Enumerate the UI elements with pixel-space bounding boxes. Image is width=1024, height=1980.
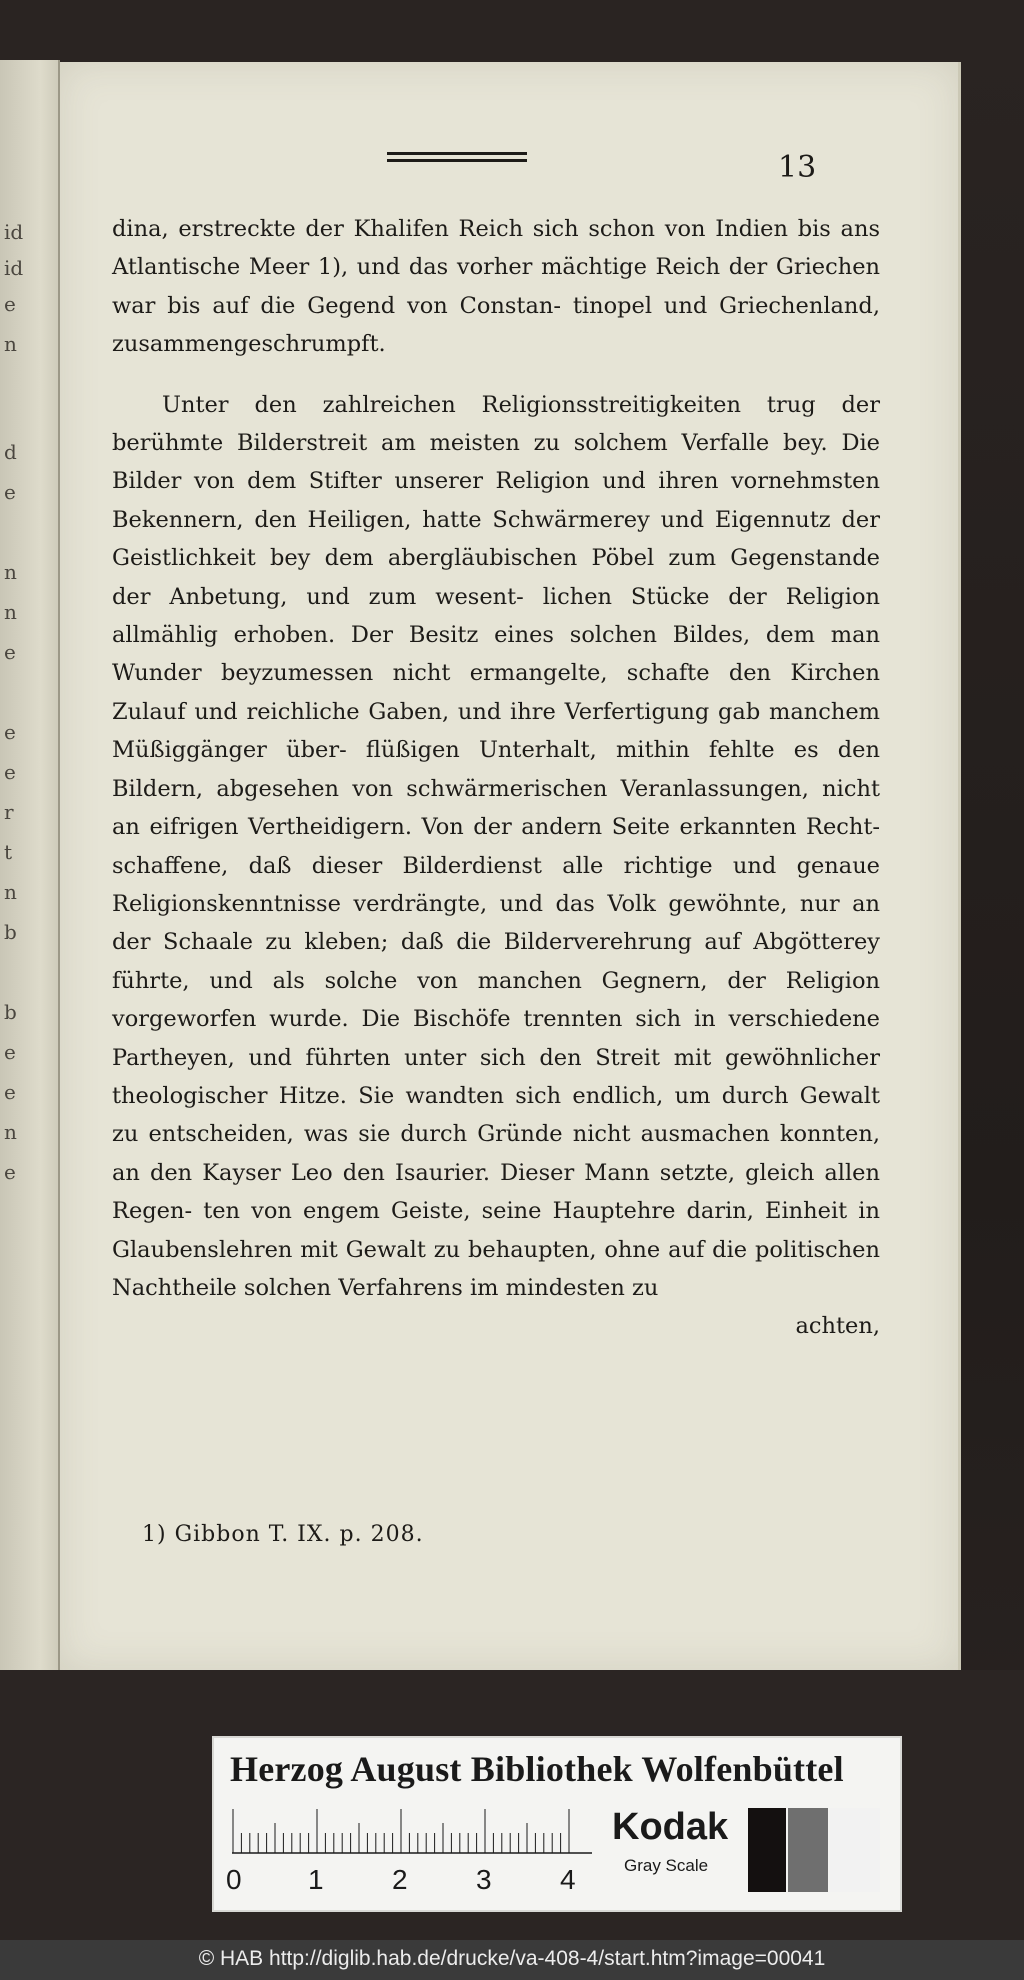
text-line: sich endlich, um durch Gewalt zu entscheiden, was sie <box>112 1082 881 1148</box>
text-line: sich in verschiedene Partheyen, und führten unter sich den <box>112 1006 880 1071</box>
book-page <box>60 62 961 1670</box>
text-line: Pöbel zum Gegenstande der Anbetung, und zum wesent- <box>112 545 880 610</box>
text-line: nur an der Schaale zu kleben; daß die Bilderverehrung auf <box>112 890 880 956</box>
text-line: der Religion vorgeworfen wurde. Die Bischöfe trennten <box>112 967 880 1033</box>
main-paragraph <box>112 386 880 1308</box>
caption-bar <box>0 1940 1024 1980</box>
body-text <box>112 210 880 1346</box>
ruler-number: 2 <box>392 1864 408 1895</box>
ruler-number: 0 <box>226 1864 242 1895</box>
text-line: Glaubenslehren mit Gewalt zu behaupten, ohne auf die <box>112 1236 755 1263</box>
gray-scale-label: Gray Scale <box>624 1856 709 1875</box>
text-line: Die Bilder von dem Stifter unserer Religion und ihren <box>112 430 880 495</box>
text-line: flüßigen Unterhalt, mithin fehlte es den Bildern, abgesehen <box>112 737 880 802</box>
text-line: und Eigennutz der Geistlichkeit bey dem abergläubischen <box>112 506 880 572</box>
text-line: und ihre Verfertigung gab manchem Müßiggänger über- <box>112 698 880 764</box>
color-target-card <box>212 1736 902 1912</box>
text-line: Streit mit gewöhnlicher theologischer Hitze. Sie wandten <box>112 1044 880 1109</box>
text-line: bis ans Atlantische Meer 1), und das vorher mächtige <box>112 216 880 281</box>
copyright-caption: © HAB http://diglib.hab.de/drucke/va-408-4/start.htm?image=00041 <box>198 1947 826 1970</box>
text-line: Vertheidigern. Von der andern Seite erkannten Recht- <box>247 814 880 841</box>
kodak-logo: Kodak <box>612 1806 729 1848</box>
text-line: dina, erstreckte der Khalifen Reich sich schon von Indien <box>112 216 798 242</box>
text-line: Religionskenntnisse verdrängte, und das Volk gewöhnte, <box>112 890 800 917</box>
text-line: tinopel und Griechenland, zusammengeschrumpft. <box>112 292 880 358</box>
text-line: ten von engem Geiste, seine Hauptehre darin, Einheit in <box>203 1198 880 1225</box>
opening-paragraph <box>112 210 880 364</box>
header-rule <box>387 152 527 162</box>
library-name: Herzog August Bibliothek Wolfenbüttel <box>230 1749 844 1789</box>
gray-patch-dark <box>748 1808 786 1892</box>
text-line: schaffene, daß dieser Bilderdienst alle richtige und genaue <box>112 852 880 879</box>
ruler-number: 4 <box>560 1864 576 1895</box>
text-line: Unter den zahlreichen Religionsstreitigkeiten trug der <box>162 391 880 418</box>
ruler-numbers <box>226 1864 606 1894</box>
footnote: 1) Gibbon T. IX. p. 208. <box>142 1522 424 1547</box>
text-line: vornehmsten Bekennern, den Heiligen, hatte Schwärmerey <box>112 468 880 533</box>
page-number: 13 <box>778 150 817 185</box>
text-line: von schwärmerischen Veranlassungen, nicht an eifrigen <box>112 775 880 841</box>
ruler-scale <box>232 1808 592 1854</box>
text-line: lichen Stücke der Religion allmählig erhoben. Der Besitz <box>112 583 880 649</box>
text-line: Leo den Isaurier. Dieser Mann setzte, gleich allen Regen- <box>112 1159 880 1225</box>
ruler-number: 3 <box>476 1864 492 1895</box>
text-line: Reich der Griechen war bis auf die Gegend von Constan- <box>112 254 881 319</box>
text-line: eines solchen Bildes, dem man Wunder beyzumessen nicht <box>112 622 880 687</box>
previous-page-edge: id id e n d e n n e e e r t n b b e e n e <box>0 60 60 1670</box>
gray-patch-mid <box>788 1808 828 1892</box>
text-line: Abgötterey führte, und als solche von manchen Gegnern, <box>112 929 880 994</box>
ruler-number: 1 <box>308 1864 324 1895</box>
catchword: achten, <box>795 1313 880 1340</box>
gray-patch-light <box>830 1808 880 1892</box>
text-line: ermangelte, schafte den Kirchen Zulauf und reichliche Gaben, <box>112 660 880 725</box>
text-line: durch Gründe nicht ausmachen konnten, an den Kayser <box>112 1121 880 1186</box>
text-line: politischen Nachtheile solchen Verfahrens im mindesten zu <box>112 1236 880 1301</box>
text-line: berühmte Bilderstreit am meisten zu solchem Verfalle bey. <box>112 430 842 457</box>
